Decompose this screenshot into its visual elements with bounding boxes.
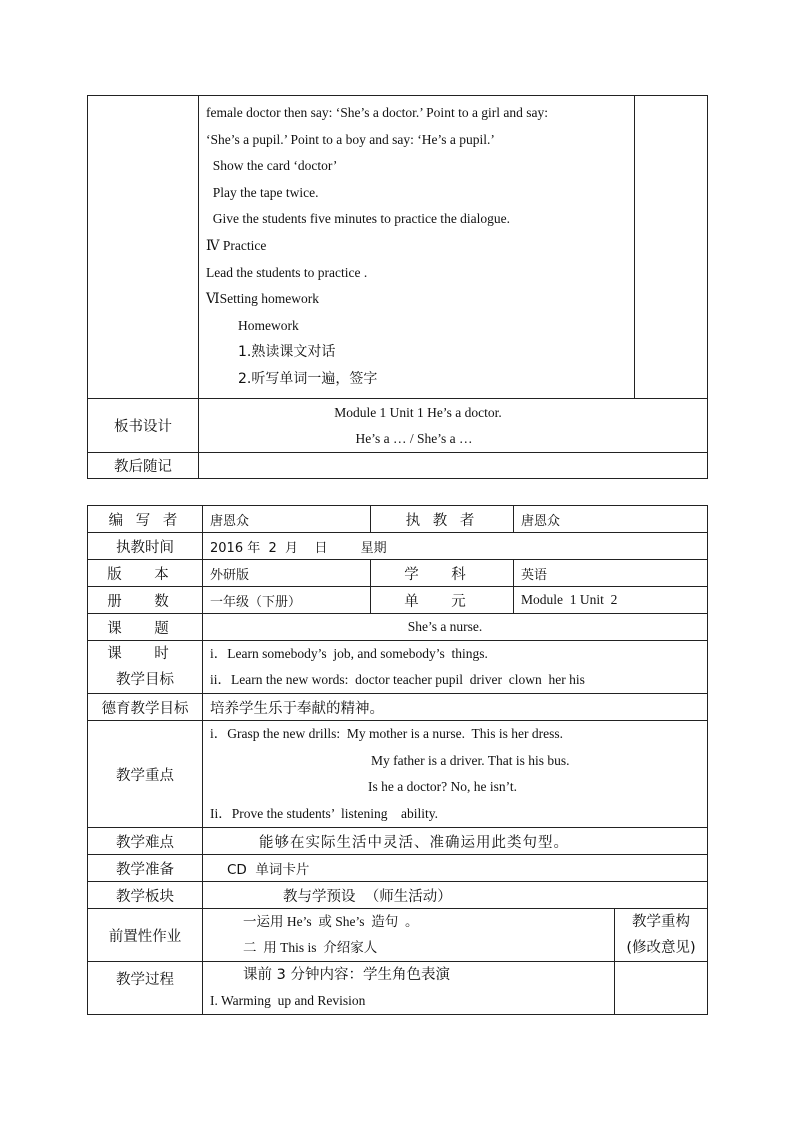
process-line: ⅥSetting homework [206, 291, 319, 307]
moral-value: 培养学生乐于奉献的精神。 [203, 694, 708, 721]
process-line: female doctor then say: ‘She’s a doctor.’ Point to a girl and say: [206, 105, 549, 120]
unit-label: 单 元 [371, 587, 514, 614]
edition-label: 版 本 [88, 560, 203, 587]
edition-value: 外研版 [203, 560, 371, 587]
homework-label: 前置性作业 [88, 909, 203, 962]
key-line: Ii．Prove the students’ listening ability. [210, 805, 438, 821]
goal-line: i．Learn somebody’s job, and somebody’s things. [210, 646, 488, 661]
author-label: 编 写 者 [88, 506, 203, 533]
homework-cell [203, 909, 615, 962]
key-line: Is he a doctor? No, he isn’t. [368, 779, 517, 795]
restructure-label: 教学重构 [632, 914, 690, 931]
goal-label: 教学目标 [116, 672, 174, 688]
process-line: Lead the students to practice . [206, 264, 368, 280]
empty-label-cell [88, 96, 199, 399]
board-design-line: Module 1 Unit 1 He’s a doctor. [334, 404, 502, 420]
time-label: 执教时间 [88, 533, 203, 560]
module-value: 教与学预设 （师生活动） [203, 882, 708, 909]
key-label: 教学重点 [88, 721, 203, 828]
process-line: Give the students five minutes to practice the dialogue. [206, 211, 511, 227]
teacher-label: 执 教 者 [371, 506, 514, 533]
difficulty-value: 能够在实际生活中灵活、准确运用此类句型。 [203, 828, 708, 855]
author-value: 唐恩众 [203, 506, 371, 533]
subject-label: 学 科 [371, 560, 514, 587]
key-line: My father is a driver. That is his bus. [371, 752, 570, 768]
board-design-line: He’s a … / She’s a … [355, 430, 473, 446]
after-class-value [199, 453, 708, 479]
volume-label: 册 数 [88, 587, 203, 614]
moral-label: 德育教学目标 [88, 694, 203, 721]
restructure-sublabel: (修改意见) [626, 940, 696, 957]
process-line: Ⅳ Practice [206, 237, 267, 253]
process-cell [199, 96, 635, 399]
process-line: Show the card ‘doctor’ [206, 158, 338, 174]
key-cell [203, 721, 708, 828]
period-label: 课 时 [107, 646, 183, 662]
homework-line: 一运用 He’s 或 She’s 造句 。 [243, 914, 419, 930]
topic-value: She’s a nurse. [203, 614, 708, 641]
process-line: 1.熟读课文对话 [238, 344, 336, 361]
restructure-cell [615, 909, 708, 962]
lesson-plan-table [87, 505, 708, 1015]
process-line: 2.听写单词一遍，签字 [238, 370, 378, 387]
module-label: 教学板块 [88, 882, 203, 909]
process-line: I. Warming up and Revision [210, 993, 366, 1009]
process-line: 课前 3 分钟内容：学生角色表演 [243, 967, 450, 984]
notes-cell [635, 96, 708, 399]
subject-value: 英语 [514, 560, 708, 587]
unit-value: Module 1 Unit 2 [514, 587, 708, 614]
teacher-value: 唐恩众 [514, 506, 708, 533]
goal-label-cell [88, 641, 203, 694]
process-label: 教学过程 [88, 962, 203, 1015]
time-value: 2016 年 2 月 日 星期 [203, 533, 708, 560]
prep-label: 教学准备 [88, 855, 203, 882]
key-line: i．Grasp the new drills: My mother is a nurse. This is her dress. [210, 726, 563, 741]
top-lesson-table [87, 95, 708, 479]
topic-label: 课 题 [88, 614, 203, 641]
after-class-label: 教后随记 [88, 453, 199, 479]
process-line: ‘She’s a pupil.’ Point to a boy and say: ‘He’s a pupil.’ [206, 131, 495, 147]
goal-cell [203, 641, 708, 694]
process-line: Play the tape twice. [206, 184, 319, 200]
volume-value: 一年级（下册） [203, 587, 371, 614]
board-design-cell [199, 399, 708, 453]
restructure-notes-cell [615, 962, 708, 1015]
prep-value: CD 单词卡片 [203, 855, 708, 882]
goal-line: ii．Learn the new words: doctor teacher pupil driver clown her his [210, 672, 585, 687]
process-cell [203, 962, 615, 1015]
difficulty-label: 教学难点 [88, 828, 203, 855]
process-line: Homework [238, 317, 299, 333]
board-design-label: 板书设计 [88, 399, 199, 453]
homework-line: 二 用 This is 介绍家人 [243, 940, 378, 956]
